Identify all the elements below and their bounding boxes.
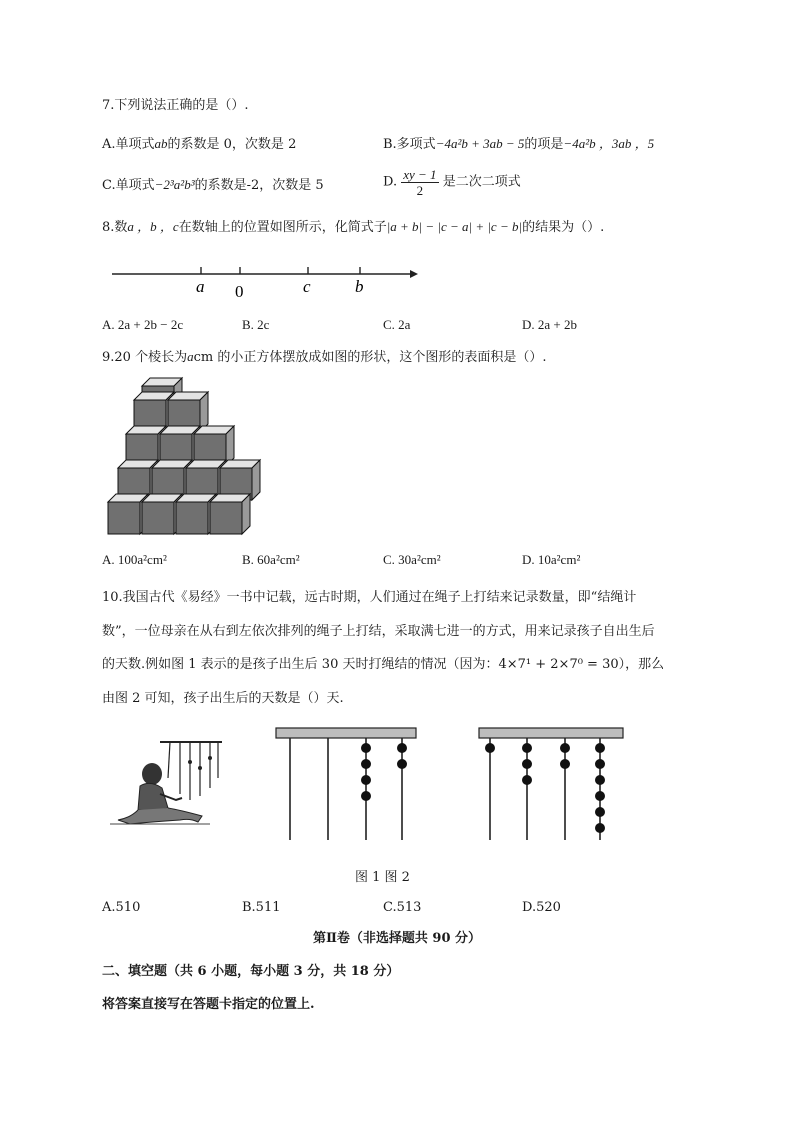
number-line-figure <box>112 262 422 302</box>
q7-a-var: ab <box>154 136 168 151</box>
knot <box>361 775 371 785</box>
q7-d-denominator: 2 <box>416 183 424 198</box>
q10-line-3: 的天数.例如图 1 表示的是孩子出生后 30 天时打绳结的情况（因为：4×7¹ + 2×7⁰ = 30），那么 <box>102 657 665 672</box>
q7-d-prefix: D. <box>383 174 398 190</box>
part-instruction: 将答案直接写在答题卡指定的位置上. <box>102 997 315 1012</box>
q10-option-b[interactable]: B.511 <box>242 900 281 915</box>
section-title: 第Ⅱ卷（非选择题共 90 分） <box>312 931 482 946</box>
q7-a-prefix: A.单项式 <box>102 137 155 152</box>
q7-b-prefix: B.多项式 <box>383 137 436 152</box>
q7-b-expr: −4a²b + 3ab − 5 <box>435 136 525 151</box>
q8-option-b[interactable]: B. 2c <box>242 317 270 332</box>
axis-label-c: c <box>303 277 311 296</box>
q10-option-d[interactable]: D.520 <box>522 900 561 915</box>
q7-c-prefix: C.单项式 <box>102 178 155 193</box>
q8-stem-prefix: 8.数 <box>102 220 128 235</box>
q9-option-c[interactable]: C. 30a²cm² <box>383 552 441 567</box>
knot <box>595 823 605 833</box>
q8-option-a[interactable]: A. 2a + 2b − 2c <box>102 317 184 332</box>
q7-d-fraction <box>401 167 438 198</box>
knot <box>522 759 532 769</box>
cube <box>210 494 250 534</box>
cube-group <box>108 378 260 534</box>
knot <box>485 743 495 753</box>
knot <box>361 759 371 769</box>
figure-caption: 图 1 图 2 <box>355 870 410 885</box>
knot <box>522 743 532 753</box>
knot <box>595 807 605 817</box>
figure-1-knot-rack <box>270 726 420 846</box>
q9-option-a[interactable]: A. 100a²cm² <box>102 552 167 567</box>
q8-stem-vars: a ，b ，c <box>127 219 179 234</box>
number-line-arrow <box>410 270 418 278</box>
knot <box>595 743 605 753</box>
q7-b-terms: −4a²b ，3ab ，5 <box>563 136 655 151</box>
cube-stack-figure <box>100 378 270 538</box>
axis-label-zero: 0 <box>235 282 244 301</box>
knot <box>397 759 407 769</box>
q8-stem <box>102 218 604 237</box>
rack-bar <box>276 728 416 738</box>
q8-option-d[interactable]: D. 2a + 2b <box>522 317 577 332</box>
q7-b-mid: 的项是 <box>524 137 564 152</box>
knot <box>595 759 605 769</box>
q8-stem-mid: 在数轴上的位置如图所示，化简式子 <box>178 220 387 235</box>
q9-stem-suffix: cm 的小正方体摆放成如图的形状，这个图形的表面积是（）. <box>193 350 547 365</box>
knot <box>560 759 570 769</box>
knot <box>595 791 605 801</box>
knot <box>595 775 605 785</box>
figure-2-knot-rack <box>476 726 626 846</box>
knot <box>361 743 371 753</box>
q10-line-4: 由图 2 可知，孩子出生后的天数是（）天. <box>102 691 344 706</box>
knot <box>397 743 407 753</box>
rack-bar <box>479 728 623 738</box>
knot <box>522 775 532 785</box>
q9-stem-prefix: 9.20 个棱长为 <box>102 350 188 365</box>
q7-c-suffix: 的系数是-2，次数是 5 <box>194 178 324 193</box>
q7-stem: 7.下列说法正确的是（）. <box>102 98 249 113</box>
q9-option-b[interactable]: B. 60a²cm² <box>242 552 300 567</box>
knot-tying-illustration <box>110 738 230 828</box>
q7-option-c[interactable] <box>102 176 324 195</box>
knot <box>560 743 570 753</box>
part-heading: 二、填空题（共 6 小题，每小题 3 分，共 18 分） <box>102 964 400 979</box>
q10-line-1: 10.我国古代《易经》一书中记载，远古时期，人们通过在绳子上打结来记录数量，即“结绳计 <box>102 590 637 605</box>
q8-stem-expr: |a + b| − |c − a| + |c − b| <box>386 219 523 234</box>
q9-stem <box>102 348 546 367</box>
q10-line-2: 数”，一位母亲在从右到左依次排列的绳子上打结，采取满七进一的方式，用来记录孩子自出生后 <box>102 624 655 639</box>
q7-option-b[interactable] <box>383 135 654 154</box>
q7-c-expr: −2³a²b³ <box>154 177 195 192</box>
q9-option-d[interactable]: D. 10a²cm² <box>522 552 581 567</box>
axis-label-a: a <box>196 277 205 296</box>
q8-option-c[interactable]: C. 2a <box>383 317 411 332</box>
axis-label-b: b <box>355 277 364 296</box>
q7-a-suffix: 的系数是 0，次数是 2 <box>167 137 297 152</box>
q7-option-a[interactable] <box>102 135 296 154</box>
q7-option-d[interactable] <box>383 167 521 198</box>
q10-option-a[interactable]: A.510 <box>102 900 141 915</box>
q10-option-c[interactable]: C.513 <box>383 900 422 915</box>
q7-d-numerator: xy − 1 <box>403 167 437 182</box>
q8-stem-suffix: 的结果为（）. <box>522 220 605 235</box>
q7-d-suffix: 是二次二项式 <box>442 174 521 190</box>
q9-stem-var: a <box>187 349 194 364</box>
knot <box>361 791 371 801</box>
